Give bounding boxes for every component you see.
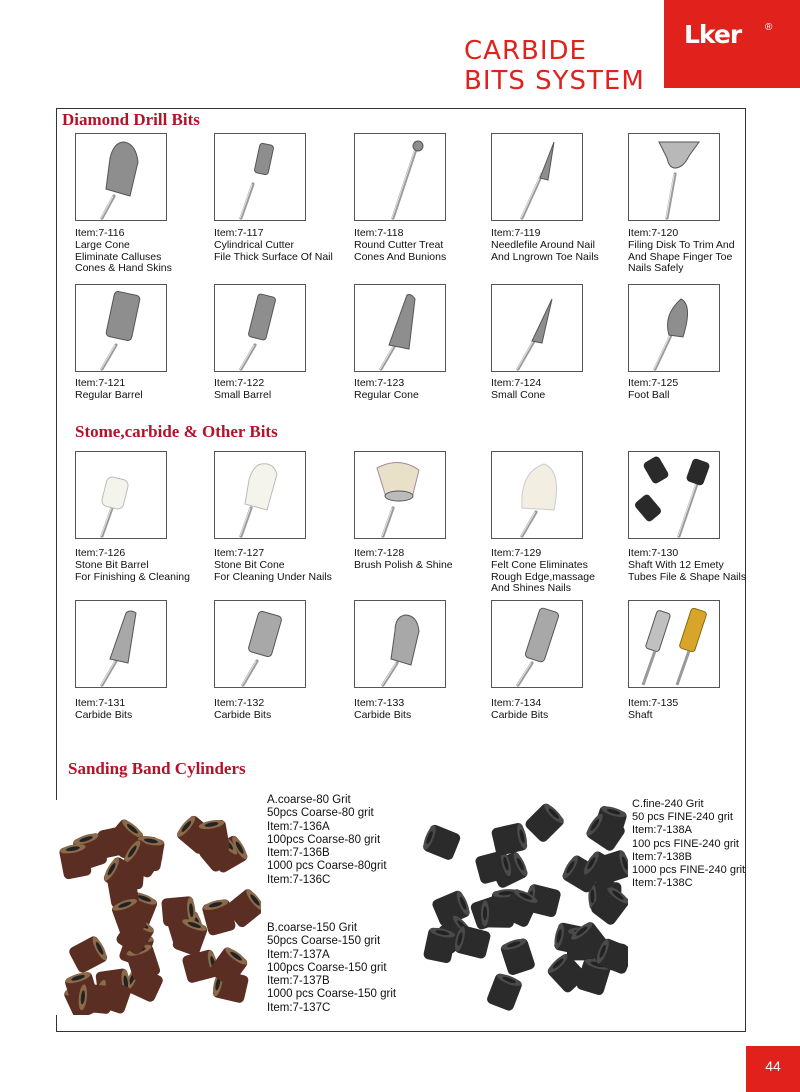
drill-bit-illustration: [492, 134, 582, 220]
section-heading-stone: Stome,carbide & Other Bits: [75, 422, 278, 441]
drill-bit-illustration: [215, 134, 305, 220]
product-image: [491, 284, 583, 372]
drill-bit-illustration: [492, 285, 582, 371]
item-number: Item:7-121: [75, 377, 126, 389]
drill-bit-illustration: [355, 285, 445, 371]
product-caption: [491, 698, 626, 722]
product-image: [354, 600, 446, 688]
item-description: Tubes File & Shape Nails: [628, 570, 747, 583]
product-caption: [491, 228, 626, 263]
drill-bit-illustration: [355, 601, 445, 687]
product-image: [628, 284, 720, 372]
item-description: For Cleaning Under Nails: [214, 570, 332, 583]
product-image: [214, 133, 306, 221]
section-heading-sanding: Sanding Band Cylinders: [68, 759, 246, 778]
item-description: Cylindrical Cutter: [214, 238, 294, 251]
product-image: [354, 451, 446, 539]
item-description: Rough Edge,massage: [491, 570, 595, 583]
item-description: Round Cutter Treat: [354, 238, 444, 251]
product-caption: [354, 228, 489, 263]
item-description: Regular Barrel: [75, 388, 143, 401]
item-number: Item:7-119: [491, 227, 541, 239]
item-description: Eliminate Calluses: [75, 250, 162, 263]
sanding-group-a: A.coarse-80 Grit 50pcs Coarse-80 grit Item:7-136A 100pcs Coarse-80 grit Item:7-136B 1000 pcs Coarse-80grit Item:7-136C: [267, 794, 387, 886]
item-description: Cones And Bunions: [354, 250, 447, 263]
item-description: Brush Polish & Shine: [354, 558, 453, 571]
product-caption: [628, 378, 763, 402]
product-image: [75, 284, 167, 372]
drill-bit-illustration: [215, 285, 305, 371]
item-description: Cones & Hand Skins: [75, 262, 172, 275]
item-number: Item:7-126: [75, 547, 126, 559]
item-description: Regular Cone: [354, 388, 419, 401]
page-number-box: [746, 1046, 800, 1092]
item-description: Carbide Bits: [491, 708, 549, 721]
item-description: Needlefile Around Nail: [491, 238, 595, 251]
product-image: [214, 284, 306, 372]
product-image: [354, 133, 446, 221]
item-number: Item:7-122: [214, 377, 265, 389]
sanding-band-coarse-photo: [56, 800, 261, 1015]
product-image: [75, 600, 167, 688]
item-number: Item:7-128: [354, 547, 405, 559]
product-image: [628, 133, 720, 221]
drill-bit-illustration: [629, 285, 719, 371]
drill-bit-illustration: [355, 134, 445, 220]
product-image: [214, 451, 306, 539]
item-number: Item:7-116: [75, 227, 125, 239]
item-number: Item:7-132: [214, 697, 265, 709]
product-caption: [491, 378, 626, 402]
product-image: [628, 600, 720, 688]
product-image: [628, 451, 720, 539]
item-number: Item:7-123: [354, 377, 405, 389]
item-description: Foot Ball: [628, 388, 670, 401]
item-number: Item:7-118: [354, 227, 404, 239]
item-description: And Lngrown Toe Nails: [491, 250, 599, 263]
product-image: [75, 451, 167, 539]
item-number: Item:7-135: [628, 697, 679, 709]
product-caption: [75, 698, 210, 722]
page-number: 44: [765, 1058, 781, 1074]
item-description: Small Cone: [491, 388, 546, 401]
product-caption: [628, 228, 763, 275]
registered-mark: ®: [765, 22, 773, 33]
item-description: Shaft With 12 Emety: [628, 558, 724, 571]
product-caption: [214, 228, 349, 263]
product-image: [491, 600, 583, 688]
brand-logo: [664, 0, 800, 88]
product-caption: [75, 378, 210, 402]
drill-bit-illustration: [492, 452, 582, 538]
drill-bit-illustration: [215, 601, 305, 687]
section-heading-diamond: Diamond Drill Bits: [62, 110, 200, 129]
product-image: [354, 284, 446, 372]
item-description: Felt Cone Eliminates: [491, 558, 588, 571]
item-number: Item:7-134: [491, 697, 542, 709]
drill-bit-illustration: [355, 452, 445, 538]
product-image: [75, 133, 167, 221]
item-number: Item:7-117: [214, 227, 264, 239]
drill-bit-illustration: [76, 285, 166, 371]
sanding-group-b: B.coarse-150 Grit 50pcs Coarse-150 grit Item:7-137A 100pcs Coarse-150 grit Item:7-137B 1000 pcs Coarse-150 grit Item:7-137C: [267, 922, 397, 1014]
drill-bit-illustration: [629, 601, 719, 687]
product-image: [214, 600, 306, 688]
product-caption: [354, 698, 489, 722]
product-caption: [354, 378, 489, 402]
product-image: [491, 133, 583, 221]
item-description: Carbide Bits: [75, 708, 133, 721]
logo-text: Lker: [684, 20, 742, 49]
sanding-group-c: C.fine-240 Grit 50 pcs FINE-240 grit Item:7-138A 100 pcs FINE-240 grit Item:7-138B 1000 pcs FINE-240 grit Item:7-138C: [632, 798, 746, 890]
item-number: Item:7-133: [354, 697, 405, 709]
product-image: [491, 451, 583, 539]
item-description: Carbide Bits: [354, 708, 412, 721]
product-caption: [354, 548, 489, 572]
item-description: Nails Safely: [628, 262, 684, 275]
sanding-band-fine-photo: [420, 800, 628, 1015]
item-description: Filing Disk To Trim And: [628, 238, 735, 251]
item-number: Item:7-124: [491, 377, 542, 389]
item-description: And Shape Finger Toe: [628, 250, 733, 263]
drill-bit-illustration: [629, 134, 719, 220]
product-caption: [214, 378, 349, 402]
item-number: Item:7-120: [628, 227, 679, 239]
product-caption: [628, 548, 763, 583]
product-caption: [75, 228, 210, 275]
item-number: Item:7-125: [628, 377, 679, 389]
product-caption: [214, 548, 349, 583]
product-caption: [491, 548, 626, 595]
drill-bit-illustration: [629, 452, 719, 538]
drill-bit-illustration: [492, 601, 582, 687]
drill-bit-illustration: [76, 601, 166, 687]
product-caption: [75, 548, 210, 583]
page-title: CARBIDE BITS SYSTEM: [464, 36, 645, 96]
product-caption: [628, 698, 763, 722]
item-description: For Finishing & Cleaning: [75, 570, 190, 583]
item-description: Small Barrel: [214, 388, 272, 401]
item-description: Large Cone: [75, 238, 130, 251]
drill-bit-illustration: [76, 452, 166, 538]
item-number: Item:7-130: [628, 547, 679, 559]
item-description: And Shines Nails: [491, 582, 571, 595]
item-description: Shaft: [628, 708, 653, 721]
drill-bit-illustration: [215, 452, 305, 538]
item-description: Carbide Bits: [214, 708, 272, 721]
product-caption: [214, 698, 349, 722]
item-description: Stone Bit Barrel: [75, 558, 149, 571]
item-description: Stone Bit Cone: [214, 558, 285, 571]
item-number: Item:7-127: [214, 547, 265, 559]
item-number: Item:7-131: [75, 697, 126, 709]
item-description: File Thick Surface Of Nail: [214, 250, 333, 263]
drill-bit-illustration: [76, 134, 166, 220]
item-number: Item:7-129: [491, 547, 542, 559]
